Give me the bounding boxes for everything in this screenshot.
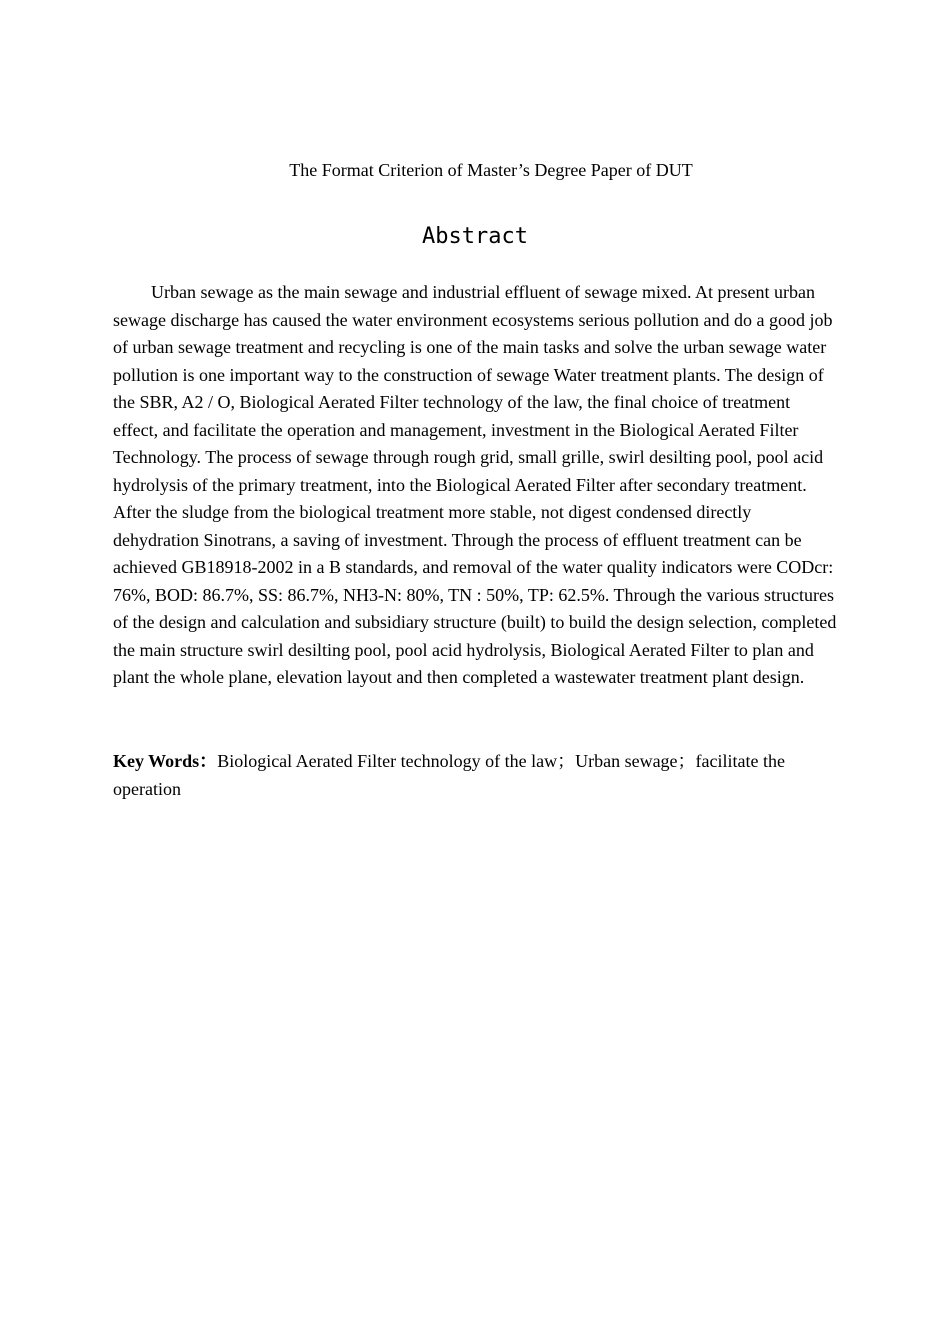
keywords-text: Biological Aerated Filter technology of the law；Urban sewage；facilitate the operation <box>113 751 785 799</box>
paper-title: The Format Criterion of Master’s Degree Paper of DUT <box>289 160 693 180</box>
keywords-paragraph <box>113 748 839 803</box>
keywords-label: Key Words： <box>113 751 218 771</box>
abstract-heading: Abstract <box>422 224 528 249</box>
abstract-body: Urban sewage as the main sewage and industrial effluent of sewage mixed. At present urban sewage discharge has caused the water environment ecosystems serious pollution and do a good job of urban sewage treatment and recycling is one of the main tasks and solve the urban sewage water pollution is one important way to the construction of sewage Water treatment plants. The design of the SBR, A2 / O, Biological Aerated Filter technology of the law, the final choice of treatment effect, and facilitate the operation and management, investment in the Biological Aerated Filter Technology. The process of sewage through rough grid, small grille, swirl desilting pool, pool acid hydrolysis of the primary treatment, into the Biological Aerated Filter after secondary treatment. After the sludge from the biological treatment more stable, not digest condensed directly dehydration Sinotrans, a saving of investment. Through the process of effluent treatment can be achieved GB18918-2002 in a B standards, and removal of the water quality indicators were CODcr: 76%, BOD: 86.7%, SS: 86.7%, NH3-N: 80%, TN : 50%, TP: 62.5%. Through the various structures of the design and calculation and subsidiary structure (built) to build the design selection, completed the main structure swirl desilting pool, pool acid hydrolysis, Biological Aerated Filter to plan and plant the whole plane, elevation layout and then completed a wastewater treatment plant design. <box>113 282 837 687</box>
